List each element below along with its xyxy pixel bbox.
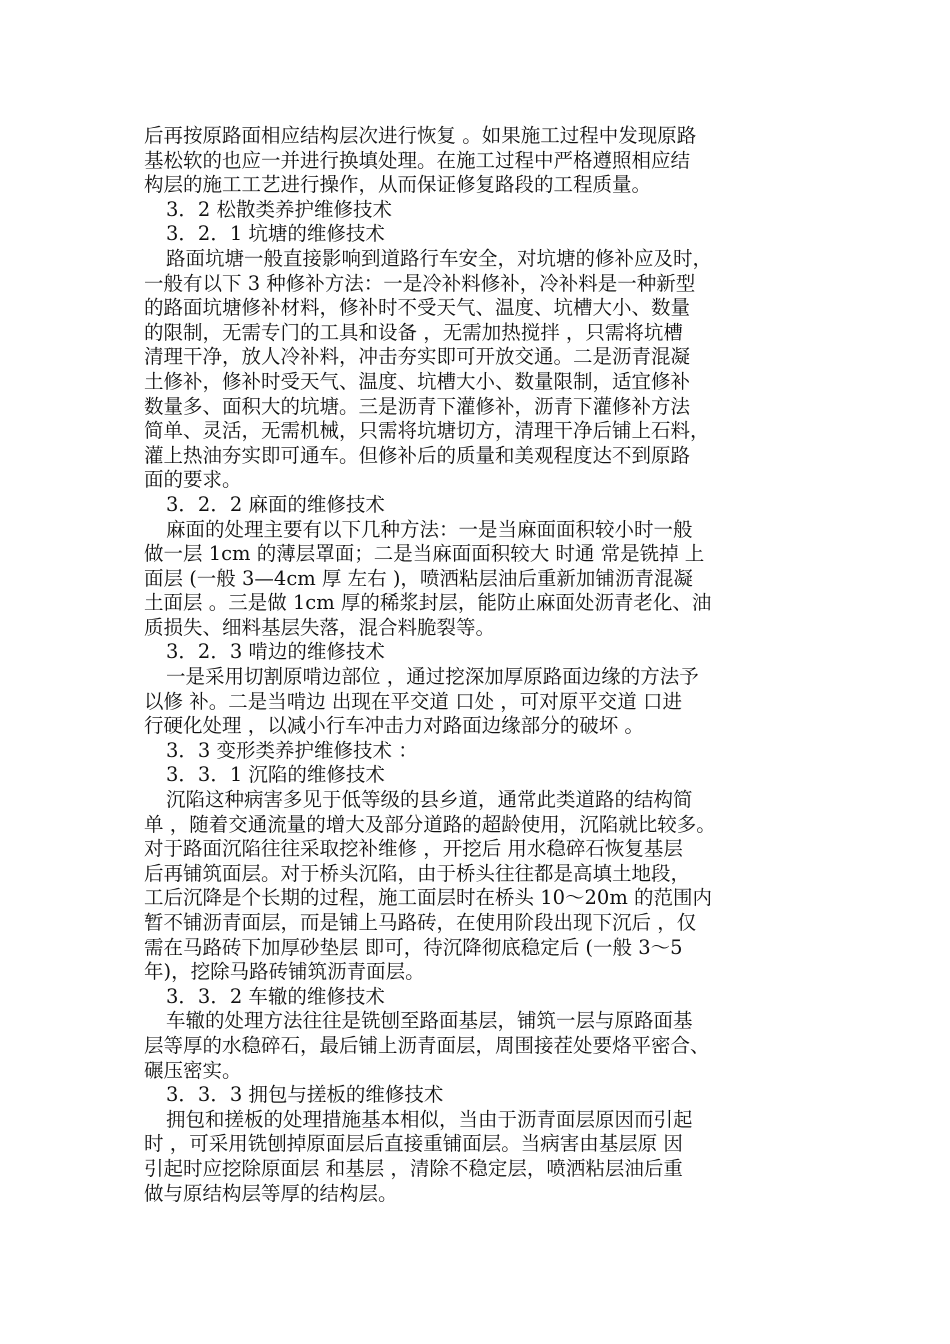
text-line: 一是采用切割原啃边部位 ，通过挖深加厚原路面边缘的方法予: [166, 665, 699, 689]
text-line: 清理干净，放人冷补料，冲击夯实即可开放交通。二是沥青混凝: [144, 345, 691, 369]
text-line: 的限制，无需专门的工具和设备 ，无需加热搅拌 ，只需将坑槽: [144, 320, 683, 344]
text-line: 麻面的处理主要有以下几种方法：一是当麻面面积较小时一般: [166, 517, 693, 541]
text-line: 工后沉降是个长期的过程，施工面层时在桥头 10～20m 的范围内: [144, 886, 713, 910]
text-line: 需在马路砖下加厚砂垫层 即可，待沉降彻底稳定后 (一般 3～5: [144, 935, 683, 959]
document-body: [144, 124, 824, 1206]
text-line: 简单、灵活，无需机械，只需将坑塘切方，清理干净后铺上石料，: [144, 419, 710, 443]
text-line: 的路面坑塘修补材料，修补时不受天气、温度、坑槽大小、数量: [144, 296, 691, 320]
text-line: 对于路面沉陷往往采取挖补维修 ，开挖后 用水稳碎石恢复基层: [144, 837, 683, 861]
text-line: 土面层 。三是做 1cm 厚的稀浆封层，能防止麻面处沥青老化、油: [144, 591, 712, 615]
text-line: 行硬化处理 ，以减小行车冲击力对路面边缘部分的破坏 。: [144, 714, 644, 738]
text-line: 引起时应挖除原面层 和基层 ，清除不稳定层，喷洒粘层油后重: [144, 1156, 683, 1180]
text-line: 暂不铺沥青面层，而是铺上马路砖，在使用阶段出现下沉后 ，仅: [144, 911, 697, 934]
section-heading: 3．3．2 车辙的维修技术: [166, 984, 385, 1008]
text-line: 单 ，随着交通流量的增大及部分道路的超龄使用，沉陷就比较多。: [144, 812, 716, 836]
text-line: 面的要求。: [144, 468, 242, 492]
text-line: 数量多、面积大的坑塘。三是沥青下灌修补，沥青下灌修补方法: [144, 394, 691, 418]
section-heading: 3．2 松散类养护维修技术: [166, 197, 393, 221]
section-heading: 3．2．2 麻面的维修技术: [166, 492, 385, 516]
text-line: 构层的施工工艺进行操作，从而保证修复路段的工程质量。: [144, 173, 652, 197]
text-line: 基松软的也应一并进行换填处理。在施工过程中严格遵照相应结: [144, 148, 691, 172]
text-line: 时 ，可采用铣刨掉原面层后直接重铺面层。当病害由基层原 因: [144, 1132, 683, 1156]
section-heading: 3．2．1 坑塘的维修技术: [166, 222, 385, 246]
text-line: 路面坑塘一般直接影响到道路行车安全，对坑塘的修补应及时，: [166, 246, 713, 270]
text-line: 拥包和搓板的处理措施基本相似，当由于沥青面层原因而引起: [166, 1107, 693, 1131]
text-line: 以修 补。二是当啃边 出现在平交道 口处 ，可对原平交道 口进: [144, 689, 682, 713]
text-line: 沉陷这种病害多见于低等级的县乡道，通常此类道路的结构简: [166, 788, 693, 812]
text-line: 质损失、细料基层失落，混合料脆裂等。: [144, 615, 496, 639]
text-line: 后再按原路面相应结构层次进行恢复 。如果施工过程中发现原路: [144, 124, 697, 147]
text-line: 做与原结构层等厚的结构层。: [144, 1181, 398, 1205]
text-line: 后再铺筑面层。对于桥头沉陷，由于桥头往往都是高填土地段，: [144, 861, 691, 885]
section-heading: 3．3．3 拥包与搓板的维修技术: [166, 1083, 444, 1107]
section-heading: 3．2．3 啃边的维修技术: [166, 640, 385, 664]
section-heading: 3．3．1 沉陷的维修技术: [166, 763, 385, 787]
text-line: 灌上热油夯实即可通车。但修补后的质量和美观程度达不到原路: [144, 443, 691, 467]
text-line: 车辙的处理方法往往是铣刨至路面基层，铺筑一层与原路面基: [166, 1009, 693, 1033]
text-line: 土修补，修补时受天气、温度、坑槽大小、数量限制，适宜修补: [144, 369, 691, 393]
text-line: 一般有以下 3 种修补方法：一是冷补料修补，冷补料是一种新型: [144, 271, 696, 295]
text-line: 碾压密实。: [144, 1058, 242, 1082]
section-heading: 3．3 变形类养护维修技术 ：: [166, 738, 418, 762]
text-line: 年)，挖除马路砖铺筑沥青面层。: [144, 960, 425, 984]
text-line: 面层 (一般 3—4cm 厚 左右 )，喷洒粘层油后重新加铺沥青混凝: [144, 566, 693, 590]
text-line: 做一层 1cm 的薄层罩面；二是当麻面面积较大 时通 常是铣掉 上: [144, 542, 705, 566]
text-line: 层等厚的水稳碎石，最后铺上沥青面层，周围接茬处要烙平密合、: [144, 1033, 710, 1057]
